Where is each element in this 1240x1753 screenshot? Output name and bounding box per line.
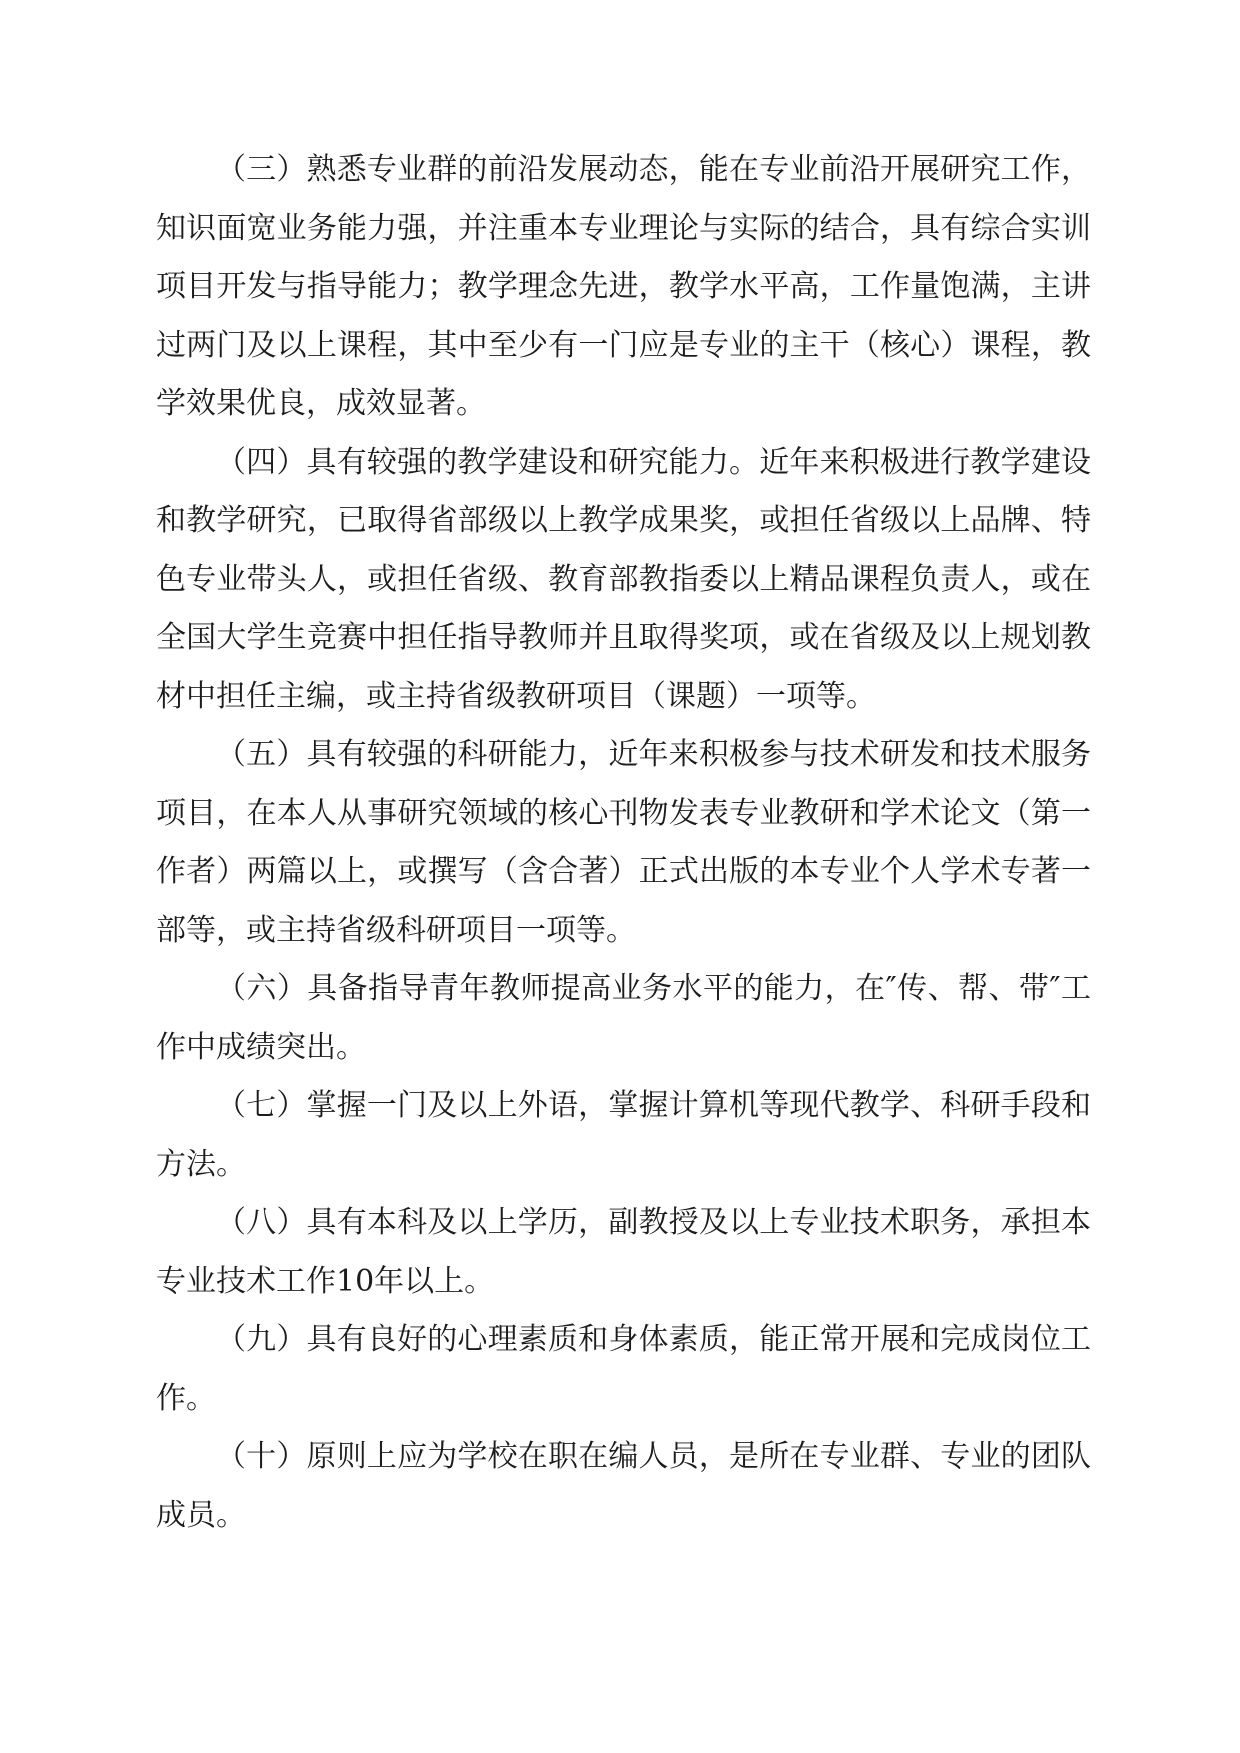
paragraph-5: （五）具有较强的科研能力，近年来积极参与技术研发和技术服务项目，在本人从事研究领域的核心刊物发表专业教研和学术论文（第一作者）两篇以上，或撰写（含合著）正式出版的本专业个人学术专著一部等，或主持省级科研项目一项等。: [156, 737, 1091, 948]
paragraph-9: （九）具有良好的心理素质和身体素质，能正常开展和完成岗位工作。: [156, 1322, 1091, 1416]
paragraph-3: （三）熟悉专业群的前沿发展动态，能在专业前沿开展研究工作，知识面宽业务能力强，并注重本专业理论与实际的结合，具有综合实训项目开发与指导能力；教学理念先进，教学水平高，工作量饱满，主讲过两门及以上课程，其中至少有一门应是专业的主干（核心）课程，教学效果优良，成效显著。: [156, 152, 1091, 421]
paragraph-8: （八）具有本科及以上学历，副教授及以上专业技术职务，承担本专业技术工作10年以上。: [156, 1205, 1091, 1299]
paragraph-7: （七）掌握一门及以上外语，掌握计算机等现代教学、科研手段和方法。: [156, 1088, 1091, 1182]
paragraph-6: （六）具备指导青年教师提高业务水平的能力，在″传、帮、带″工作中成绩突出。: [156, 971, 1091, 1065]
paragraph-4: （四）具有较强的教学建设和研究能力。近年来积极进行教学建设和教学研究，已取得省部级以上教学成果奖，或担任省级以上品牌、特色专业带头人，或担任省级、教育部教指委以上精品课程负责人，或在全国大学生竞赛中担任指导教师并且取得奖项，或在省级及以上规划教材中担任主编，或主持省级教研项目（课题）一项等。: [156, 444, 1091, 714]
paragraph-10: （十）原则上应为学校在职在编人员，是所在专业群、专业的团队成员。: [156, 1439, 1091, 1533]
document-body: [156, 141, 1091, 1545]
